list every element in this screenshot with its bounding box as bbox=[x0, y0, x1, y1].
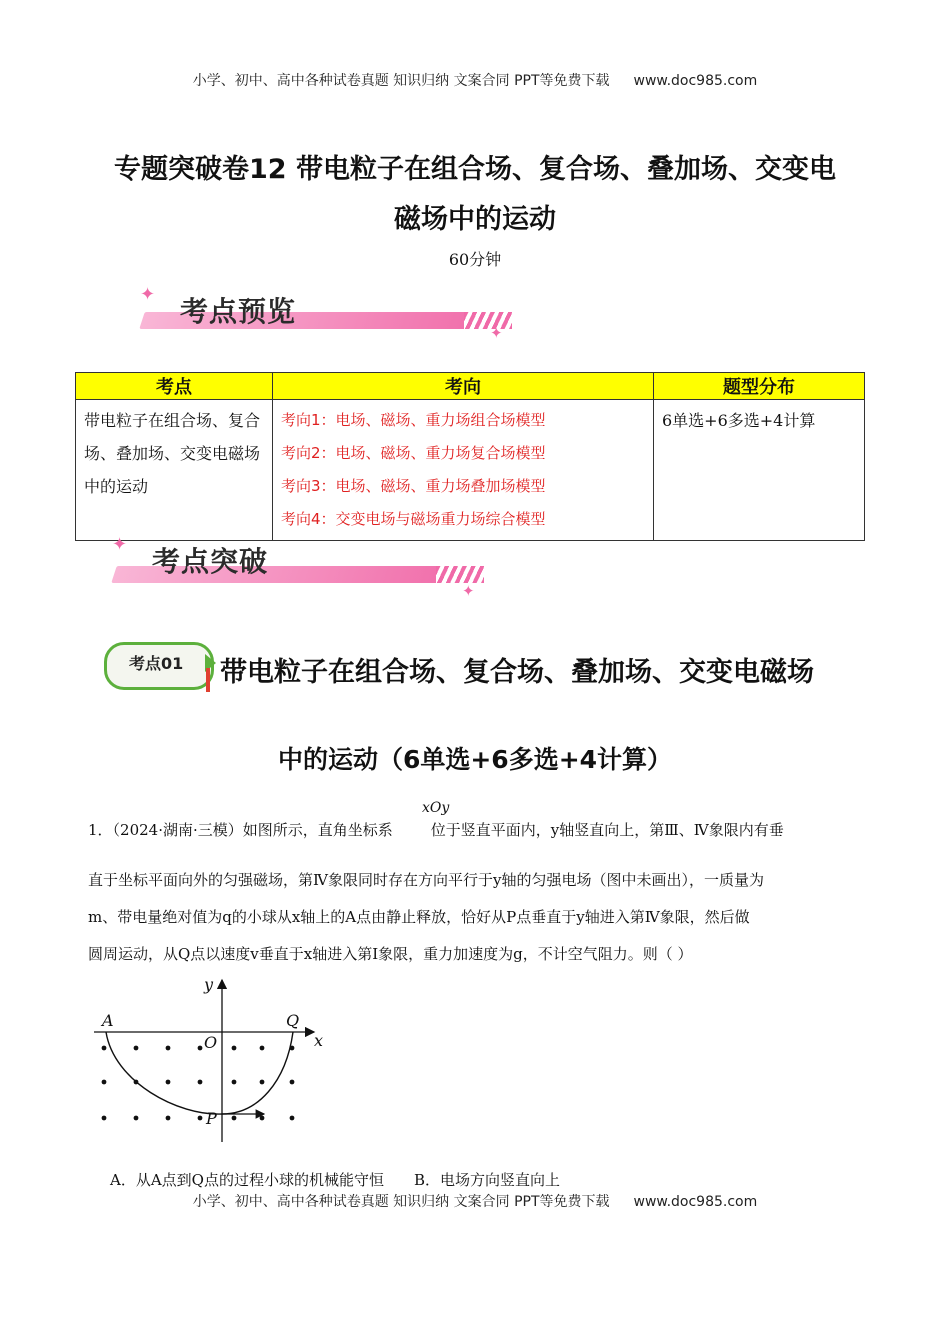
direction-item: 考向1：电场、磁场、重力场组合场模型 bbox=[281, 411, 546, 429]
coordinate-label: xOy bbox=[422, 800, 450, 816]
page-title-line2: 磁场中的运动 bbox=[394, 204, 556, 235]
question-text: 位于竖直平面内，y轴竖直向上，第Ⅲ、Ⅳ象限内有垂 bbox=[430, 821, 784, 839]
table-header: 考向 bbox=[273, 373, 654, 400]
option-a[interactable]: A．从A点到Q点的过程小球的机械能守恒 bbox=[110, 1171, 384, 1189]
question-text: 1．（2024·湖南·三模）如图所示，直角坐标系 bbox=[88, 821, 393, 839]
direction-item: 考向2：电场、磁场、重力场复合场模型 bbox=[281, 444, 546, 462]
question-line: m、带电量绝对值为q的小球从x轴上的A点由静止释放，恰好从P点垂直于y轴进入第Ⅳ象限，然后做 bbox=[88, 908, 750, 926]
table-header-row bbox=[76, 373, 865, 400]
magnetic-field-dots bbox=[102, 1046, 295, 1121]
footer-text: 小学、初中、高中各种试卷真题 知识归纳 文案合同 PPT等免费下载 bbox=[192, 1194, 610, 1210]
page-header bbox=[0, 70, 950, 90]
label-O: O bbox=[204, 1033, 218, 1052]
header-url[interactable]: www.doc985.com bbox=[633, 73, 758, 89]
footer-url[interactable]: www.doc985.com bbox=[633, 1194, 758, 1210]
table-cell-distribution: 6单选+6多选+4计算 bbox=[654, 400, 865, 541]
table-header: 题型分布 bbox=[654, 373, 865, 400]
kaodian-badge: 考点01 bbox=[104, 642, 214, 690]
label-A: A bbox=[102, 1011, 114, 1030]
option-b[interactable]: B．电场方向竖直向上 bbox=[413, 1171, 560, 1189]
topic-table bbox=[75, 372, 865, 541]
table-cell-directions bbox=[273, 400, 654, 541]
section-banner-breakthrough bbox=[100, 534, 500, 610]
sparkle-icon: ✦ bbox=[140, 284, 156, 305]
label-x: x bbox=[314, 1031, 324, 1050]
header-text: 小学、初中、高中各种试卷真题 知识归纳 文案合同 PPT等免费下载 bbox=[192, 73, 610, 89]
kaodian-title-cont: 中的运动（6单选+6多选+4计算） bbox=[277, 745, 673, 774]
section-banner-preview bbox=[128, 284, 528, 360]
trajectory-arc bbox=[106, 1032, 293, 1114]
label-y: y bbox=[204, 975, 214, 994]
direction-item: 考向4：交变电场与磁场重力场综合模型 bbox=[281, 510, 546, 528]
page-footer bbox=[0, 1191, 950, 1211]
question-line: 直于坐标平面向外的匀强磁场，第Ⅳ象限同时存在方向平行于y轴的匀强电场（图中未画出），一质量为 bbox=[88, 871, 764, 889]
accent-bar bbox=[206, 668, 210, 692]
banner-title: 考点突破 bbox=[152, 545, 269, 578]
label-Q: Q bbox=[286, 1011, 300, 1030]
physics-figure bbox=[88, 972, 348, 1152]
table-cell-topic: 带电粒子在组合场、复合场、叠加场、交变电磁场中的运动 bbox=[76, 400, 273, 541]
table-row bbox=[76, 400, 865, 541]
sparkle-icon: ✦ bbox=[462, 582, 475, 600]
sparkle-icon: ✦ bbox=[490, 324, 503, 342]
question-line bbox=[88, 820, 868, 840]
kaodian-title: 带电粒子在组合场、复合场、叠加场、交变电磁场 bbox=[220, 657, 814, 688]
page-title-line1: 专题突破卷12 带电粒子在组合场、复合场、叠加场、交变电 bbox=[114, 154, 836, 185]
answer-options bbox=[110, 1169, 560, 1190]
question-line: 圆周运动，从Q点以速度v垂直于x轴进入第Ⅰ象限，重力加速度为g，不计空气阻力。则（ ） bbox=[88, 945, 693, 963]
table-header: 考点 bbox=[76, 373, 273, 400]
label-P: P bbox=[206, 1109, 217, 1128]
sparkle-icon: ✦ bbox=[112, 534, 128, 555]
duration: 60分钟 bbox=[448, 250, 502, 269]
banner-title: 考点预览 bbox=[180, 295, 297, 328]
direction-item: 考向3：电场、磁场、重力场叠加场模型 bbox=[281, 477, 546, 495]
